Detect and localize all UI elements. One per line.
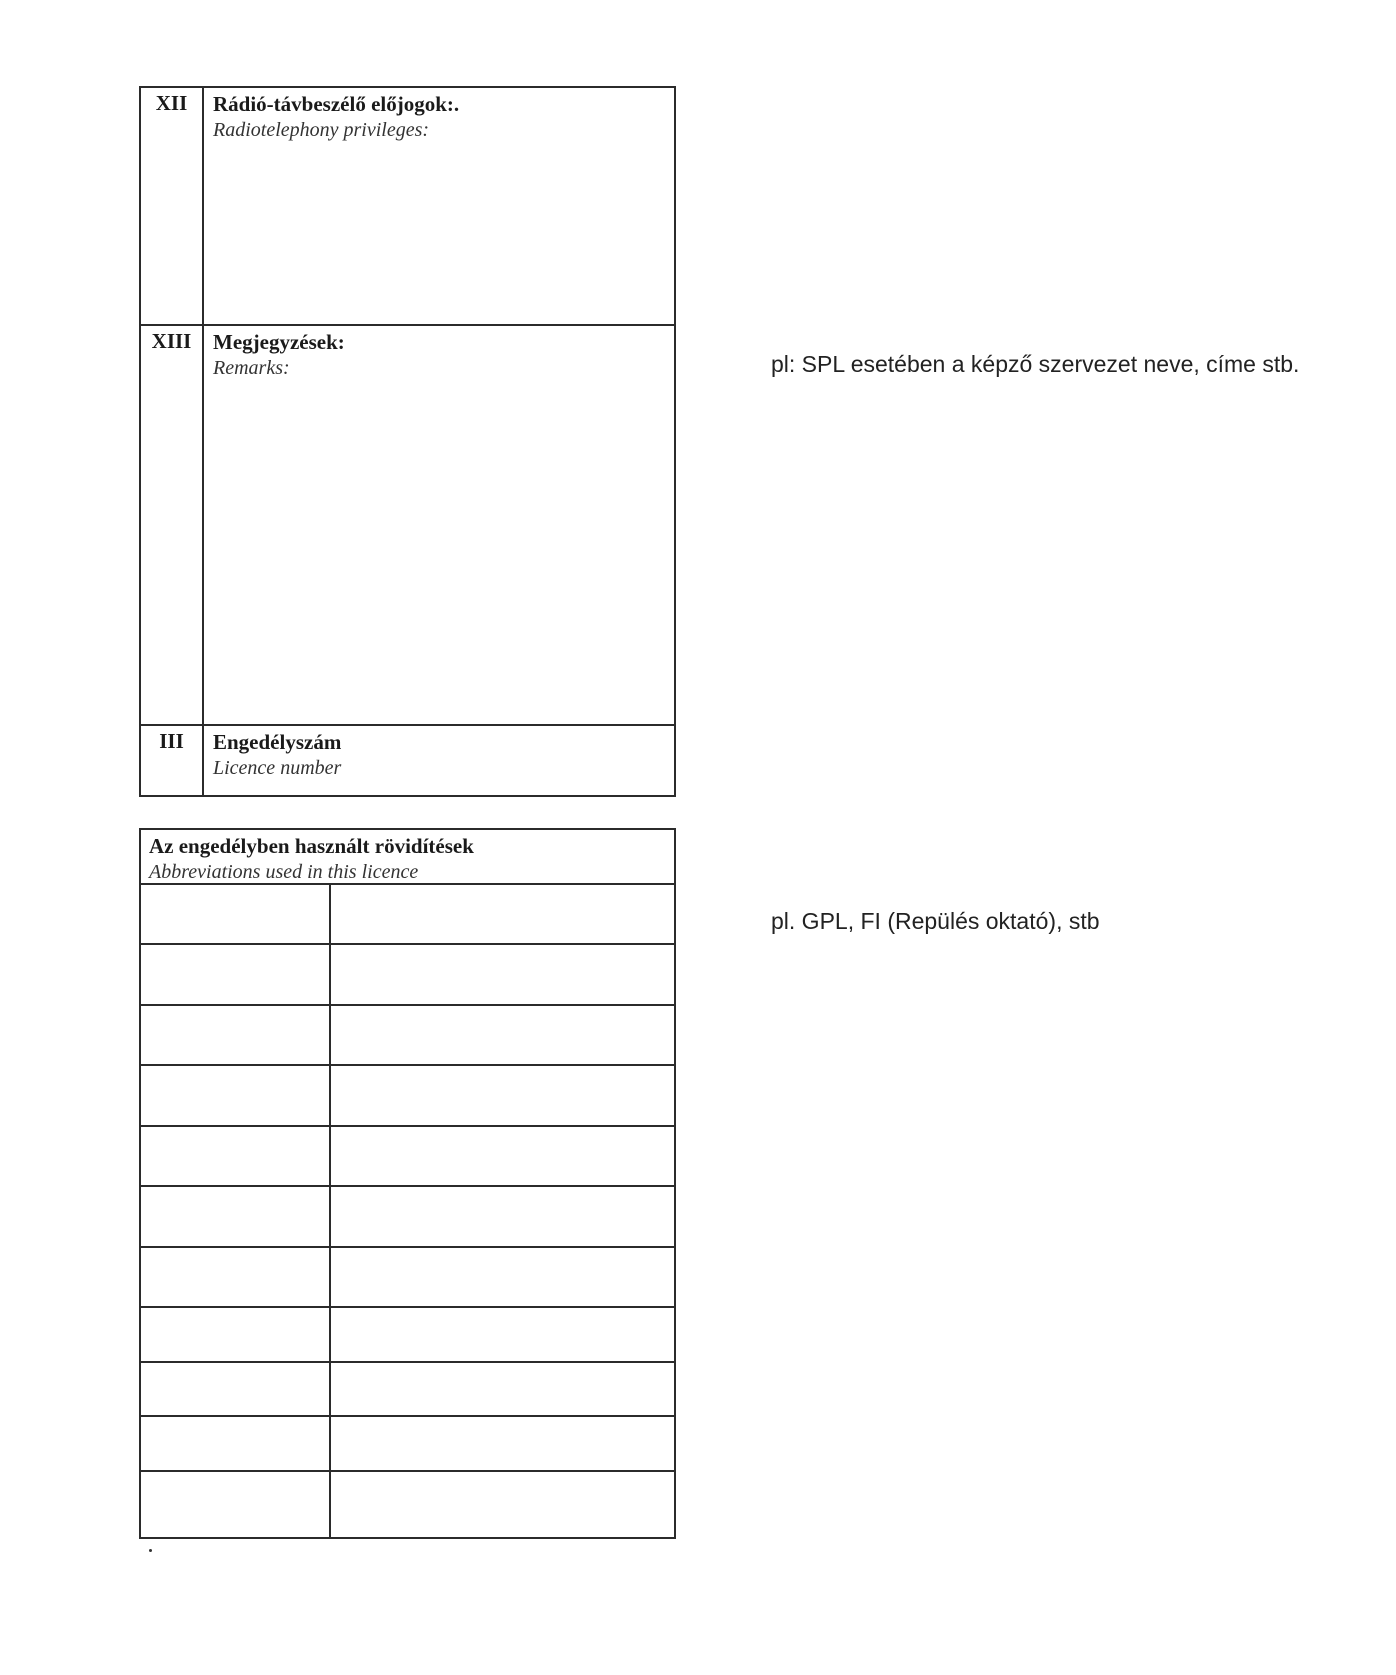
abbreviation-cell: [141, 1006, 331, 1064]
meaning-cell: [331, 1363, 674, 1415]
abbreviations-table: [139, 828, 676, 1539]
table-row: [141, 1417, 674, 1472]
row-title: Rádió-távbeszélő előjogok:.: [213, 92, 460, 116]
remarks-note: pl: SPL esetében a képző szervezet neve, címe stb.: [771, 351, 1300, 377]
table-row: [141, 1066, 674, 1127]
abbreviation-cell: [141, 1417, 331, 1470]
meaning-cell: [331, 1127, 674, 1185]
table-row: [141, 1006, 674, 1066]
table-row: [141, 1248, 674, 1308]
row-content: [213, 729, 666, 781]
row-title: Megjegyzések:: [213, 330, 345, 354]
abbreviation-cell: [141, 1187, 331, 1246]
row-number: III: [141, 726, 204, 795]
abbreviation-cell: [141, 945, 331, 1004]
meaning-cell: [331, 1066, 674, 1125]
meaning-cell: [331, 1308, 674, 1361]
table-row: [141, 1127, 674, 1187]
table-row: [141, 885, 674, 945]
form-row-radiotelephony: [141, 88, 674, 326]
abbreviations-subtitle: Abbreviations used in this licence: [149, 861, 419, 883]
meaning-cell: [331, 1006, 674, 1064]
abbreviation-cell: [141, 1363, 331, 1415]
table-row: [141, 945, 674, 1006]
abbreviation-cell: [141, 1127, 331, 1185]
meaning-cell: [331, 885, 674, 943]
meaning-cell: [331, 1472, 674, 1537]
meaning-cell: [331, 1248, 674, 1306]
row-title: Engedélyszám: [213, 730, 342, 754]
abbreviations-header: [141, 830, 674, 885]
abbreviation-cell: [141, 1066, 331, 1125]
abbreviation-cell: [141, 1472, 331, 1537]
table-row: [141, 1363, 674, 1417]
abbreviation-cell: [141, 1308, 331, 1361]
footer-dot: [149, 1549, 152, 1552]
abbreviation-cell: [141, 885, 331, 943]
table-row: [141, 1308, 674, 1363]
table-row: [141, 1187, 674, 1248]
row-content: [213, 91, 666, 143]
abbreviations-title: Az engedélyben használt rövidítések: [149, 834, 474, 858]
meaning-cell: [331, 1417, 674, 1470]
meaning-cell: [331, 945, 674, 1004]
row-number: XIII: [141, 326, 204, 724]
row-subtitle: Remarks:: [213, 357, 290, 379]
meaning-cell: [331, 1187, 674, 1246]
form-row-remarks: [141, 326, 674, 726]
abbreviation-cell: [141, 1248, 331, 1306]
table-row: [141, 1472, 674, 1537]
row-number: XII: [141, 88, 204, 324]
row-subtitle: Radiotelephony privileges:: [213, 119, 430, 141]
row-subtitle: Licence number: [213, 757, 342, 779]
licence-form-table: [139, 86, 676, 797]
row-content: [213, 329, 666, 381]
abbreviations-note: pl. GPL, FI (Repülés oktató), stb: [771, 908, 1100, 934]
form-row-licence-number: [141, 726, 674, 795]
